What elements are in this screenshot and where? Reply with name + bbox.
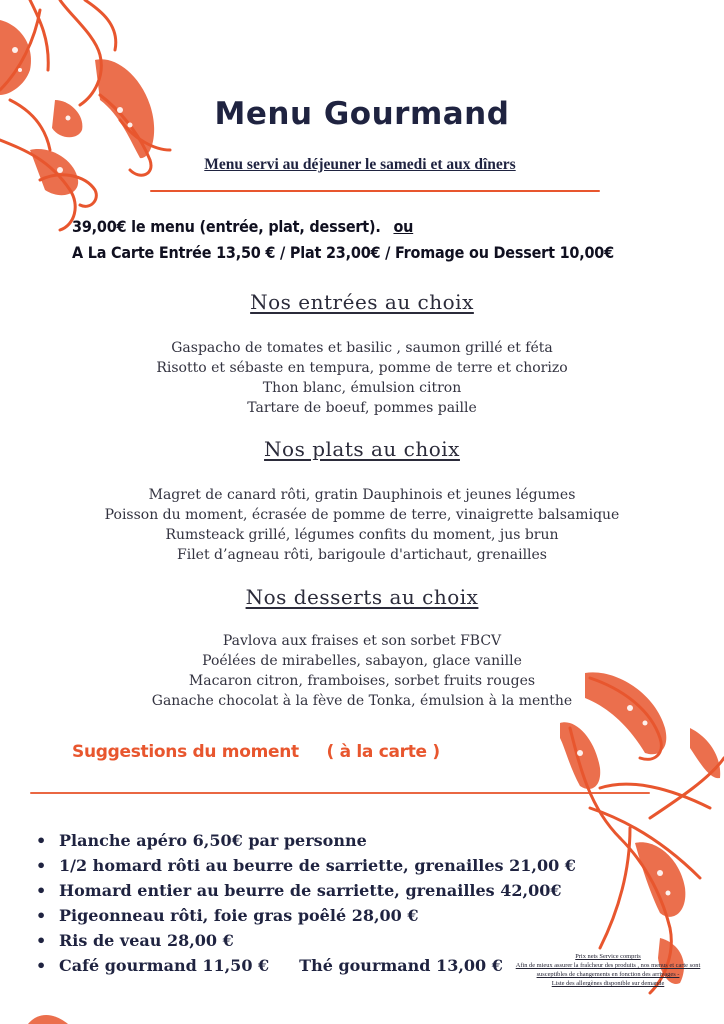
list-item: Macaron citron, framboises, sorbet fruits rouges <box>188 673 536 689</box>
list-item: Ganache chocolat à la fève de Tonka, émulsion à la menthe <box>151 693 573 709</box>
entrees-title: Nos entrées au choix <box>250 290 474 314</box>
note-line: Afin de mieux assurer la fraîcheur des produits , nos menus et carte sont <box>515 962 701 969</box>
list-item: Gaspacho de tomates et basilic , saumon grillé et féta <box>171 340 553 356</box>
crayfish-illustration-icon <box>560 668 724 998</box>
list-item: • Pigeonneau rôti, foie gras poêlé 28,00 € <box>36 903 576 928</box>
the-gourmand: Thé gourmand 13,00 € <box>299 956 503 975</box>
menu-price-text: 39,00€ le menu (entrée, plat, dessert). <box>72 217 381 236</box>
list-item: Rumsteack grillé, légumes confits du moment, jus brun <box>165 527 559 543</box>
desserts-list <box>0 631 724 711</box>
suggestions-heading <box>72 742 440 762</box>
list-item: • Planche apéro 6,50€ par personne <box>36 828 576 853</box>
note-line: Liste des allergènes disponible sur demande <box>551 980 665 987</box>
page-title: Menu Gourmand <box>214 96 510 132</box>
menu-subtitle: Menu servi au déjeuner le samedi et aux dîners <box>204 156 516 173</box>
carte-price-line: A La Carte Entrée 13,50 € / Plat 23,00€ / Fromage ou Dessert 10,00€ <box>72 243 614 262</box>
plats-title: Nos plats au choix <box>264 437 460 461</box>
cafe-gourmand: Café gourmand 11,50 € <box>59 956 270 975</box>
list-item: Thon blanc, émulsion citron <box>262 380 462 396</box>
list-item: Poisson du moment, écrasée de pomme de terre, vinaigrette balsamique <box>104 507 620 523</box>
menu-price-line <box>72 217 413 236</box>
suggestions-subtitle: ( à la carte ) <box>326 742 440 762</box>
note-line: susceptibles de changements en fonction des arrivages - <box>536 971 680 978</box>
plats-list <box>0 485 724 565</box>
list-item: Pavlova aux fraises et son sorbet FBCV <box>222 633 502 649</box>
divider-top <box>150 190 600 192</box>
list-item: • Ris de veau 28,00 € <box>36 928 576 953</box>
divider-suggestions <box>30 792 650 794</box>
desserts-title: Nos desserts au choix <box>245 585 479 609</box>
list-item: Magret de canard rôti, gratin Dauphinois et jeunes légumes <box>148 487 576 503</box>
list-item: • 1/2 homard rôti au beurre de sarriette, grenailles 21,00 € <box>36 853 576 878</box>
suggestions-title: Suggestions du moment <box>72 742 299 762</box>
note-line: Prix nets Service compris <box>575 953 641 960</box>
list-item: Poélées de mirabelles, sabayon, glace vanille <box>202 653 522 669</box>
footer-note <box>492 952 724 988</box>
or-word: ou <box>393 217 414 236</box>
lobster-fragment-icon <box>28 1012 68 1024</box>
entrees-list <box>0 338 724 418</box>
list-item: Filet d’agneau rôti, barigoule d'artichaut, grenailles <box>177 547 547 563</box>
list-item: Tartare de boeuf, pommes paille <box>247 400 477 416</box>
list-item: Risotto et sébaste en tempura, pomme de terre et chorizo <box>156 360 568 376</box>
list-item: • Homard entier au beurre de sarriette, grenailles 42,00€ <box>36 878 576 903</box>
